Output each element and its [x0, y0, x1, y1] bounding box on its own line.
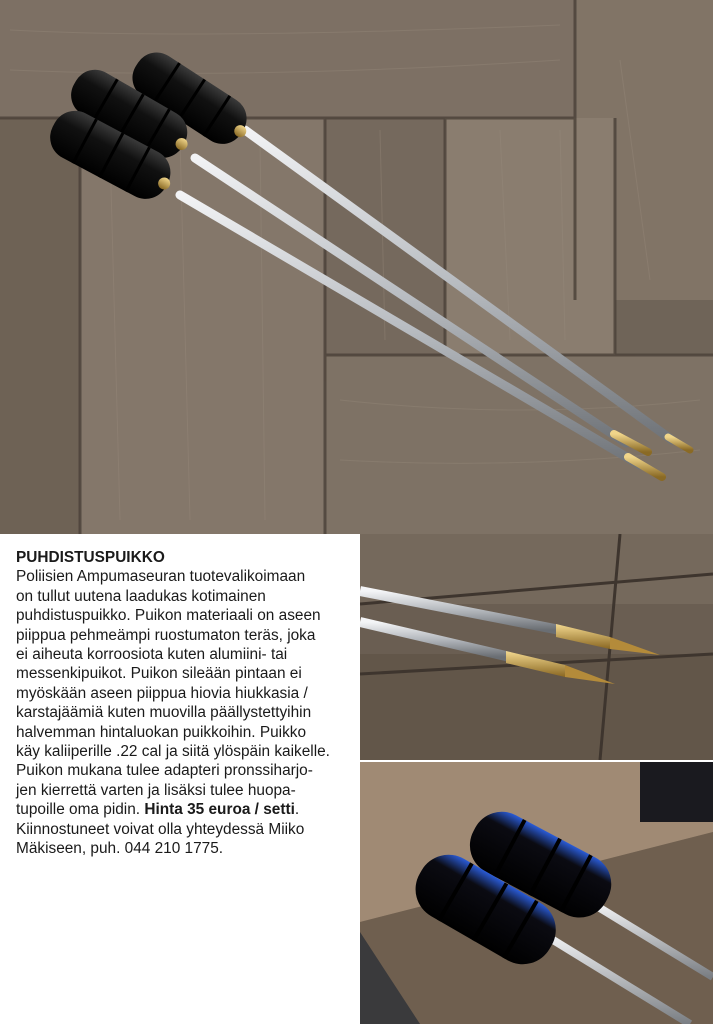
price-line — [16, 800, 356, 819]
article-body — [16, 567, 356, 858]
body-line: piippua pehmeämpi ruostumaton teräs, joka — [16, 626, 316, 644]
article-title: PUHDISTUSPUIKKO — [16, 549, 165, 566]
price-text: Hinta 35 euroa / setti — [144, 801, 295, 819]
body-line: käy kaliiperille .22 cal ja siitä ylöspäin kaikelle. — [16, 743, 330, 761]
body-line: Poliisien Ampumaseuran tuotevalikoimaan — [16, 568, 306, 586]
body-line: Puikon mukana tulee adapteri pronssiharjo- — [16, 762, 313, 780]
body-line: myöskään aseen piippua hiovia hiukkasia / — [16, 684, 308, 702]
contact-line: Mäkiseen, puh. 044 210 1775. — [16, 840, 224, 858]
body-line: ei aiheuta korroosiota kuten alumiini- tai — [16, 646, 288, 664]
article-text — [16, 548, 356, 859]
body-line: on tullut uutena laadukas kotimainen — [16, 587, 266, 605]
body-line: jen kierrettä varten ja lisäksi tulee huopa- — [16, 781, 296, 799]
body-line: halvemman hintaluokan puikkoihin. Puikko — [16, 723, 307, 741]
price-suffix: . — [294, 801, 300, 819]
detail-photo-rod-tips — [360, 534, 713, 760]
detail-photo-handles — [360, 762, 713, 1024]
body-line: tupoille oma pidin. — [16, 801, 145, 819]
body-line: messenkipuikot. Puikon sileään pintaan ei — [16, 665, 302, 683]
contact-line: Kiinnostuneet voivat olla yhteydessä Miiko — [16, 820, 305, 838]
body-line: puhdistuspuikko. Puikon materiaali on aseen — [16, 607, 321, 625]
body-line: karstajäämiä kuten muovilla päällystettyihin — [16, 704, 312, 722]
